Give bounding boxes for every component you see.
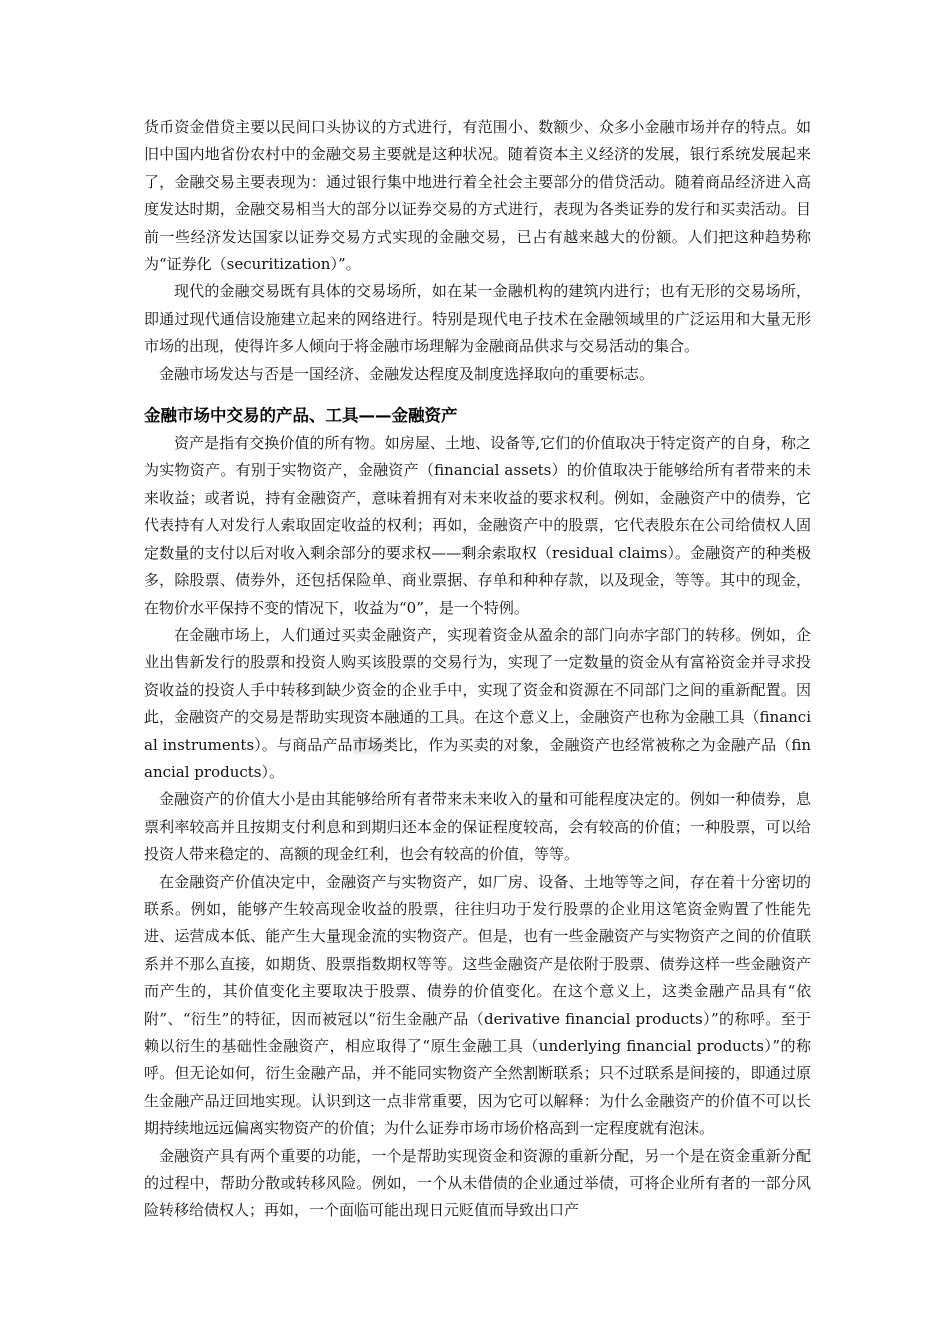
paragraph-financial-instruments bbox=[144, 622, 811, 786]
document-body bbox=[144, 114, 811, 1225]
paragraph-asset-value: 金融资产的价值大小是由其能够给所有者带来未来收入的量和可能程度决定的。例如一种债券，息票利率较高并且按期支付利息和到期归还本金的保证程度较高，会有较高的价值；一种股票，可以给投资人带来稳定的、高额的现金红利，也会有较高的价值，等等。 bbox=[144, 790, 811, 864]
instruments-text-before: 在金融市场上，人们通过买卖金融资产，实现着资金从盈余的部门向赤字部门的转移。例如，企业出售新发行的股票和投资人购买该股票的交易行为，实现了一定数量的资金从有富裕资金并寻求投资收益的投资人手中转移到缺少资金的企业手中，实现了资金和资源在不同部门之间的重新配置。因此，金融资产的交易是帮助实现资本融通的工具。在这个意义上，金融资产也称为金融工具（financial instruments）。与商品产品 bbox=[144, 625, 811, 754]
paragraph-securitization: 货币资金借贷主要以民间口头协议的方式进行，有范围小、数额少、众多小金融市场并存的特点。如旧中国内地省份农村中的金融交易主要就是这种状况。随着资本主义经济的发展，银行系统发展起来了，金融交易主要表现为：通过银行集中地进行着全社会主要部分的借贷活动。随着商品经济进入高度发达时期，金融交易相当大的部分以证券交易的方式进行，表现为各类证券的发行和买卖活动。目前一些经济发达国家以证券交易方式实现的金融交易，已占有越来越大的份额。人们把这种趋势称为“证券化（securitization）”。 bbox=[144, 118, 811, 274]
section-heading: 金融市场中交易的产品、工具——金融资产 bbox=[144, 406, 458, 426]
highlighted-word: 市场 bbox=[352, 735, 383, 754]
paragraph-market-significance: 金融市场发达与否是一国经济、金融发达程度及制度选择取向的重要标志。 bbox=[159, 364, 655, 383]
paragraph-derivatives: 在金融资产价值决定中，金融资产与实物资产，如厂房、设备、土地等等之间，存在着十分密切的联系。例如，能够产生较高现金收益的股票，往往归功于发行股票的企业用这笔资金购置了性能先进、运营成本低、能产生大量现金流的实物资产。但是，也有一些金融资产与实物资产之间的价值联系并不那么直接，如期货、股票指数期权等等。这些金融资产是依附于股票、债券这样一些金融资产而产生的，其价值变化主要取决于股票、债券的价值变化。在这个意义上，这类金融产品具有“依附”、“衍生”的特征，因而被冠以“衍生金融产品（derivative financial products）”的称呼。至于赖以衍生的基础性金融资产，相应取得了“原生金融工具（underlying financial products）”的称呼。但无论如何，衍生金融产品，并不能同实物资产全然割断联系；只不过联系是间接的，即通过原生金融产品迂回地实现。认识到这一点非常重要，因为它可以解释：为什么金融资产的价值不可以长期持续地远远偏离实物资产的价值；为什么证券市场市场价格高到一定程度就有泡沫。 bbox=[144, 872, 811, 1138]
paragraph-trading-venues: 现代的金融交易既有具体的交易场所，如在某一金融机构的建筑内进行；也有无形的交易场所，即通过现代通信设施建立起来的网络进行。特别是现代电子技术在金融领域里的广泛运用和大量无形市场的出现，使得许多人倾向于将金融市场理解为金融商品供求与交易活动的集合。 bbox=[144, 282, 811, 356]
instruments-text-after: 类比，作为买卖的对象，金融资产也经常被称之为金融产品（financial products）。 bbox=[144, 735, 811, 781]
paragraph-financial-assets: 资产是指有交换价值的所有物。如房屋、土地、设备等,它们的价值取决于特定资产的自身，称之为实物资产。有别于实物资产，金融资产（financial assets）的价值取决于能够给所有者带来的未来收益；或者说，持有金融资产，意味着拥有对未来收益的要求权利。例如，金融资产中的债券，它代表持有人对发行人索取固定收益的权利；再如，金融资产中的股票，它代表股东在公司给债权人固定数量的支付以后对收入剩余部分的要求权——剩余索取权（residual claims）。金融资产的种类极多，除股票、债券外，还包括保险单、商业票据、存单和种种存款，以及现金，等等。其中的现金，在物价水平保持不变的情况下，收益为“0”，是一个特例。 bbox=[144, 434, 811, 617]
section-spacer bbox=[144, 388, 811, 402]
paragraph-asset-functions: 金融资产具有两个重要的功能，一个是帮助实现资金和资源的重新分配，另一个是在资金重新分配的过程中，帮助分散或转移风险。例如，一个从未借债的企业通过举债，可将企业所有者的一部分风险转移给债权人；再如，一个面临可能出现日元贬值而导致出口产 bbox=[144, 1146, 811, 1220]
